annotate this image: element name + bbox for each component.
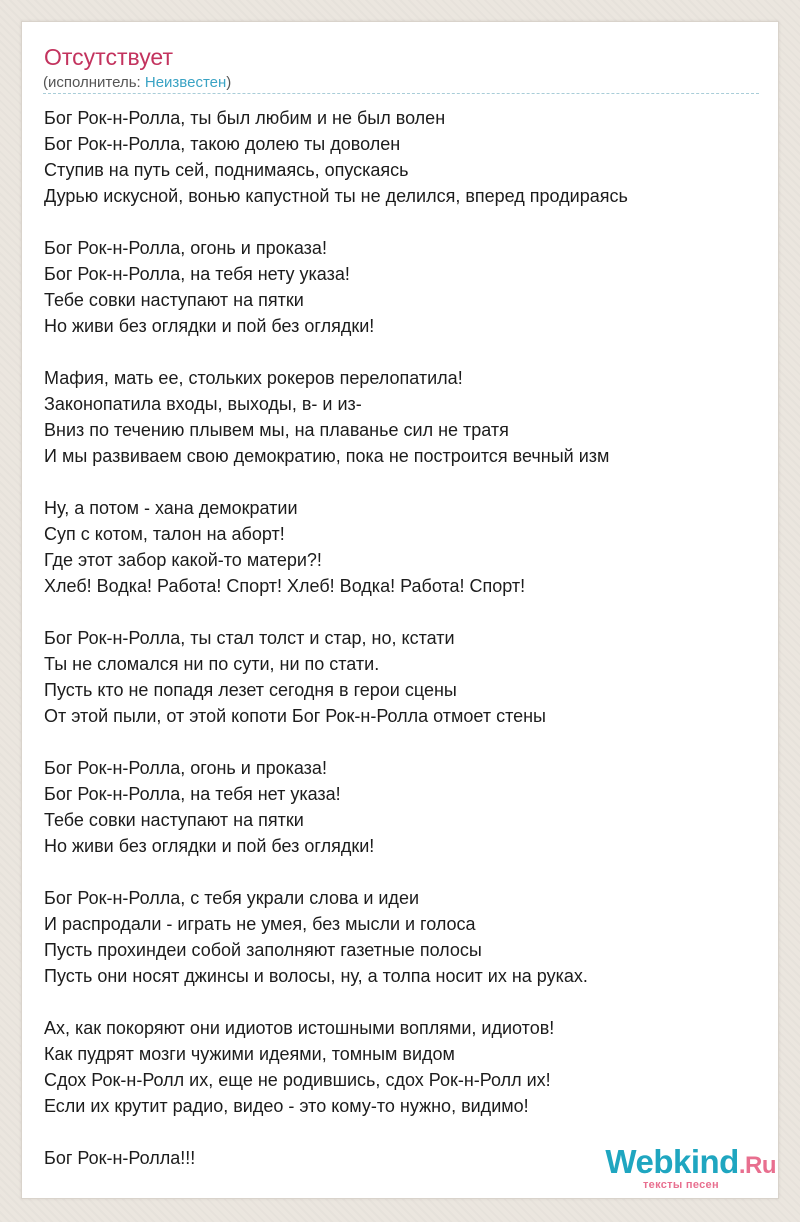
- lyrics-stanza: [44, 235, 760, 339]
- lyrics-line: Бог Рок-н-Ролла, ты стал толст и стар, но, кстати: [44, 628, 455, 648]
- logo-tld: .Ru: [738, 1152, 776, 1179]
- lyrics-stanza: [44, 1015, 760, 1119]
- logo-tagline: тексты песен: [643, 1179, 719, 1191]
- lyrics-line: Хлеб! Водка! Работа! Спорт! Хлеб! Водка! Работа! Спорт!: [44, 576, 526, 596]
- title-divider: [43, 93, 759, 94]
- artist-link[interactable]: Неизвестен: [144, 74, 227, 91]
- lyrics-stanza: [44, 625, 760, 729]
- lyrics-line: Бог Рок-н-Ролла, на тебя нет указа!: [44, 784, 341, 804]
- lyrics-line: Законопатила входы, выходы, в- и из-: [44, 394, 362, 414]
- lyrics-line: И распродали - играть не умея, без мысли и голоса: [44, 914, 476, 934]
- lyrics-line: Ах, как покоряют они идиотов истошными воплями, идиотов!: [44, 1018, 555, 1038]
- lyrics-stanza: [44, 105, 760, 209]
- lyrics-line: Бог Рок-н-Ролла, огонь и проказа!: [44, 758, 327, 778]
- lyrics-stanza: [44, 495, 760, 599]
- lyrics-line: Если их крутит радио, видео - это кому-то нужно, видимо!: [44, 1096, 529, 1116]
- lyrics-line: Бог Рок-н-Ролла, на тебя нету указа!: [44, 264, 350, 284]
- lyrics-line: Тебе совки наступают на пятки: [44, 290, 304, 310]
- lyrics-line: Вниз по течению плывем мы, на плаванье сил не тратя: [44, 420, 509, 440]
- lyrics-line: Но живи без оглядки и пой без оглядки!: [44, 316, 375, 336]
- lyrics-line: От этой пыли, от этой копоти Бог Рок-н-Ролла отмоет стены: [44, 706, 546, 726]
- lyrics-stanza: [44, 885, 760, 989]
- lyrics-line: Бог Рок-н-Ролла!!!: [44, 1148, 196, 1168]
- lyrics-line: Сдох Рок-н-Ролл их, еще не родившись, сдох Рок-н-Ролл их!: [44, 1070, 551, 1090]
- lyrics-line: Ступив на путь сей, поднимаясь, опускаясь: [44, 160, 409, 180]
- lyrics-line: И мы развиваем свою демократию, пока не построится вечный изм: [44, 446, 610, 466]
- lyrics-line: Бог Рок-н-Ролла, ты был любим и не был волен: [44, 108, 446, 128]
- lyrics-line: Ну, а потом - хана демократии: [44, 498, 298, 518]
- artist-line: [43, 74, 231, 92]
- lyrics-line: Мафия, мать ее, стольких рокеров перелопатила!: [44, 368, 463, 388]
- lyrics-line: Пусть кто не попадя лезет сегодня в герои сцены: [44, 680, 457, 700]
- lyrics-line: Пусть прохиндеи собой заполняют газетные полосы: [44, 940, 482, 960]
- artist-suffix: ): [226, 74, 232, 91]
- lyrics-line: Суп с котом, талон на аборт!: [44, 524, 285, 544]
- lyrics-line: Бог Рок-н-Ролла, с тебя украли слова и идеи: [44, 888, 420, 908]
- lyrics-stanza: [44, 365, 760, 469]
- lyrics-line: Ты не сломался ни по сути, ни по стати.: [44, 654, 380, 674]
- lyrics-line: Тебе совки наступают на пятки: [44, 810, 304, 830]
- song-title: Отсутствует: [44, 44, 173, 70]
- lyrics-line: Пусть они носят джинсы и волосы, ну, а толпа носит их на руках.: [44, 966, 588, 986]
- lyrics-line: Где этот забор какой-то матери?!: [44, 550, 322, 570]
- lyrics-line: Бог Рок-н-Ролла, огонь и проказа!: [44, 238, 327, 258]
- lyrics-stanza: [44, 755, 760, 859]
- webkind-logo[interactable]: [586, 1143, 776, 1193]
- lyrics-line: Бог Рок-н-Ролла, такою долею ты доволен: [44, 134, 401, 154]
- artist-prefix: (исполнитель:: [43, 74, 145, 91]
- lyrics-body: [44, 105, 760, 1197]
- lyrics-line: Дурью искусной, вонью капустной ты не делился, вперед продираясь: [44, 186, 628, 206]
- lyrics-line: Как пудрят мозги чужими идеями, томным видом: [44, 1044, 455, 1064]
- lyrics-line: Но живи без оглядки и пой без оглядки!: [44, 836, 375, 856]
- logo-word: Webkind: [605, 1143, 739, 1180]
- lyrics-card: [21, 21, 779, 1199]
